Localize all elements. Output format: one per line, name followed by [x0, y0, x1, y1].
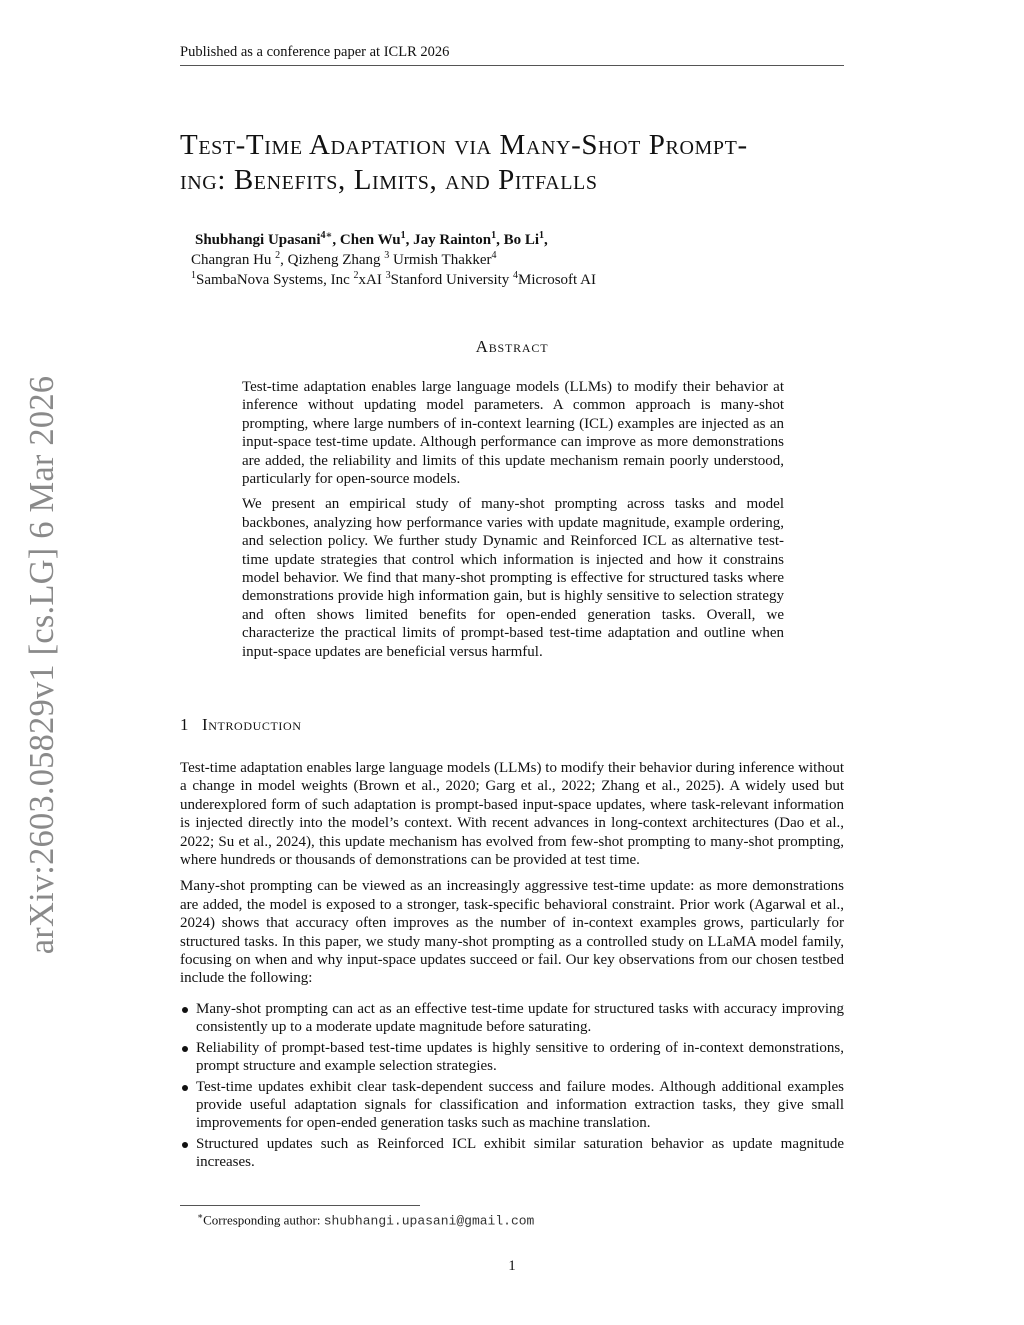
affiliation: Stanford University	[390, 272, 510, 288]
author-affiliation-sup: 1	[400, 230, 406, 241]
footnote-label: Corresponding author:	[203, 1212, 321, 1228]
author-affiliation-sup: 4	[320, 230, 326, 241]
arxiv-identifier-stamp: arXiv:2603.05829v1 [cs.LG] 6 Mar 2026	[23, 375, 61, 955]
intro-paragraph: Test-time adaptation enables large language models (LLMs) to modify their behavior during inference without a change in model weights (Brown et al., 2020; Garg et al., 2022; Zhang et al., 2025). A widely used but underexplored form of such adaptation is prompt-based input-space updates, where task-relevant information is injected directly into the model’s context. With recent advances in long-context architectures (Dao et al., 2022; Su et al., 2024), this update mechanism has evolved from few-shot prompting to many-shot prompting, where hundreds or thousands of demonstrations can be provided at test time.	[180, 760, 844, 869]
footnote	[197, 1208, 837, 1229]
list-item: Reliability of prompt-based test-time updates is highly sensitive to ordering of in-context demonstrations, prompt structure and example selection strategies.	[196, 1039, 844, 1075]
page-number: 1	[508, 1258, 516, 1274]
author-line-1: Shubhangi Upasani$^{4∗}$, Chen Wu$^1$, Jay Rainton$^1$, Bo Li$^1$,	[195, 230, 548, 248]
affiliation-sup: 3	[385, 270, 391, 281]
author-affiliation-sup: 2	[275, 250, 281, 261]
intro-paragraph: Many-shot prompting can be viewed as an increasingly aggressive test-time update: as more demonstrations are added, the model is exposed to a stronger, task-specific behavioral constraint. Prior work (Agarwal et al., 2024) shows that accuracy often improves as the number of in-context examples grows, particularly for structured tasks. In this paper, we study many-shot prompting as a controlled study on LLaMA model family, focusing on when and why input-space updates succeed or fail. Our key observations from our chosen testbed include the following:	[180, 878, 844, 987]
affiliation: SambaNova Systems, Inc	[196, 272, 350, 288]
author-affiliation-sup: 1	[491, 230, 497, 241]
author-affiliation-sup: 1	[539, 230, 545, 241]
corresponding-author-mark: ∗	[325, 230, 333, 241]
section-number: 1	[180, 715, 190, 734]
title-line-2: ing: Benefits, Limits, and Pitfalls	[180, 164, 598, 196]
abstract-body	[242, 378, 784, 668]
list-item: Structured updates such as Reinforced ICL exhibit similar saturation behavior as update magnitude increases.	[196, 1135, 844, 1171]
author-name: Changran Hu	[191, 252, 272, 268]
author-name: Bo Li	[503, 232, 540, 248]
affiliation-sup: 4	[513, 270, 519, 281]
abstract-paragraph: We present an empirical study of many-shot prompting across tasks and model backbones, analyzing how performance varies with update magnitude, example ordering, and selection policy. We further study Dynamic and Reinforced ICL as alternative test-time update strategies that control which information is injected and how it constrains model behavior. We find that many-shot prompting is effective for structured tasks where demonstrations provide high information gain, but is highly sensitive to selection strategy and often shows limited benefits for open-ended generation tasks. Overall, we characterize the practical limits of prompt-based test-time adaptation and outline when input-space updates are beneficial versus harmful.	[242, 496, 784, 660]
corresponding-email-link[interactable]: shubhangi.upasani@gmail.com	[323, 1213, 535, 1229]
paper-title	[180, 128, 860, 198]
affiliation: xAI	[358, 272, 382, 288]
footnote-divider	[180, 1205, 420, 1206]
list-item: Test-time updates exhibit clear task-dependent success and failure modes. Although additional examples provide useful adaptation signals for classification and information extraction tasks, they give small improvements for open-ended generation tasks such as machine translation.	[196, 1078, 844, 1132]
author-name: Qizheng Zhang	[287, 252, 381, 268]
author-affiliation-sup: 4	[491, 250, 497, 261]
affiliation-sup: 1	[191, 270, 196, 281]
affiliation: Microsoft AI	[518, 272, 596, 288]
author-affiliation-sup: 3	[384, 250, 390, 261]
affiliation-line	[191, 270, 851, 290]
running-header: Published as a conference paper at ICLR 2026	[180, 44, 844, 66]
author-name: Jay Rainton	[413, 232, 492, 248]
key-observations-list	[180, 1000, 844, 1172]
title-line-1: Test-Time Adaptation via Many-Shot Prompt-	[180, 129, 748, 161]
author-name: Chen Wu	[339, 232, 401, 248]
section-heading-introduction	[180, 715, 844, 735]
list-item: Many-shot prompting can act as an effective test-time update for structured tasks with accuracy improving consistently up to a moderate update magnitude before saturating.	[196, 1000, 844, 1036]
section-title: Introduction	[202, 715, 302, 734]
introduction-body	[180, 759, 844, 1174]
abstract-paragraph: Test-time adaptation enables large language models (LLMs) to modify their behavior at inference without updating model parameters. A common approach is many-shot prompting, where large numbers of in-context learning (ICL) examples are injected as an input-space test-time update. Although performance can improve as more demonstrations are added, the reliability and limits of this update mechanism remain poorly understood, particularly for open-source models.	[242, 379, 784, 488]
abstract-heading: Abstract	[475, 337, 549, 356]
author-line-2: Changran Hu $^2$, Qizheng Zhang $^3$ Urmish Thakker$^4$	[191, 250, 497, 268]
author-name: Shubhangi Upasani	[195, 232, 321, 248]
footnote-mark: ∗	[197, 1211, 204, 1221]
author-block	[191, 230, 851, 290]
affiliation-sup: 2	[353, 270, 359, 281]
author-name: Urmish Thakker	[393, 252, 492, 268]
